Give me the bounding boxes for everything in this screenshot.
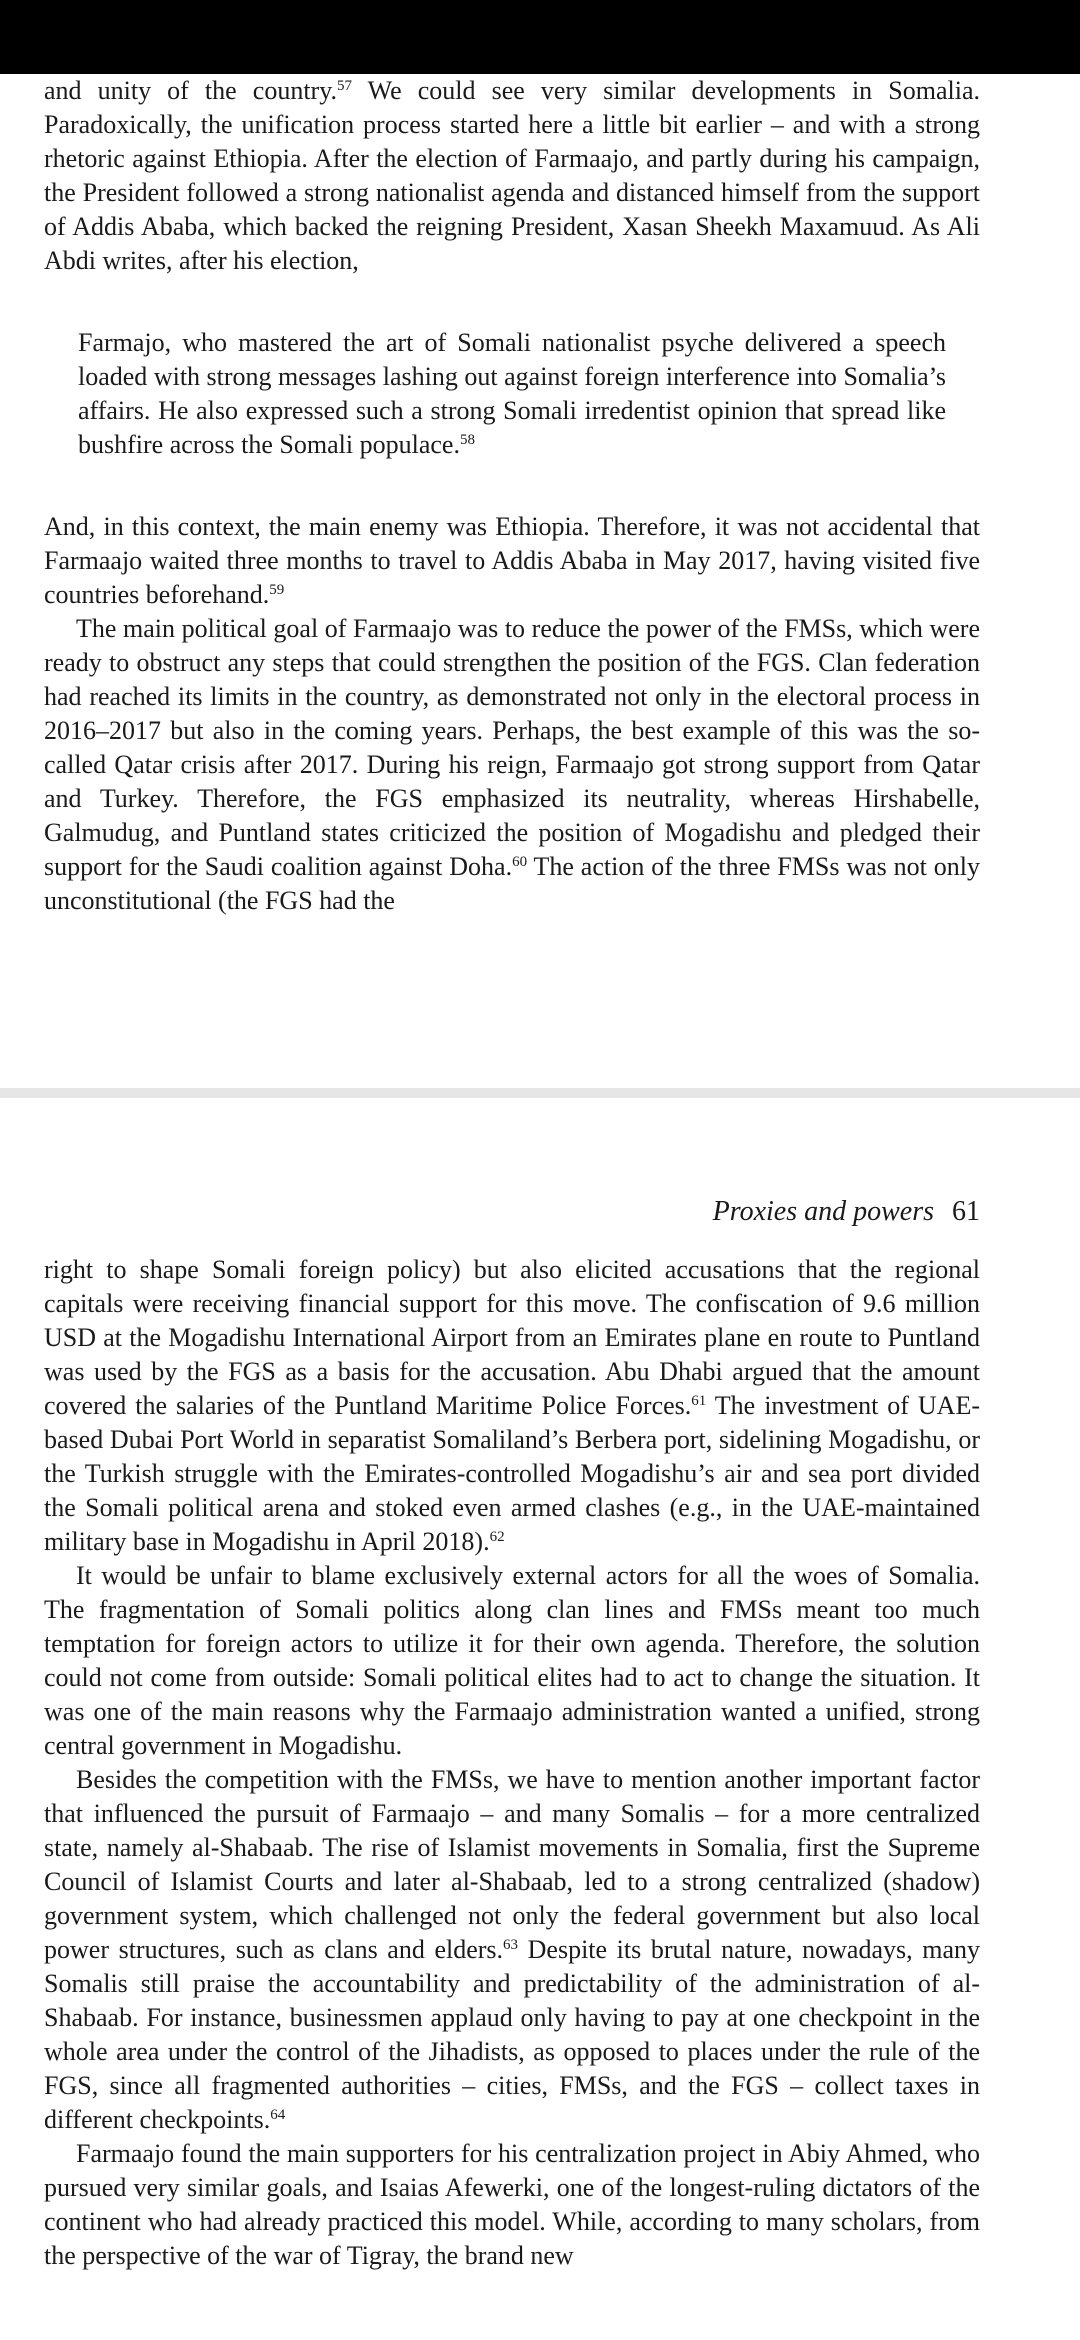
paragraph	[44, 1763, 980, 2137]
footnote-ref[interactable]: 58	[459, 432, 475, 448]
page-number: 61	[952, 1196, 980, 1227]
footnote-ref[interactable]: 63	[503, 1937, 519, 1953]
text: The action of the three FMSs was not only unconstitutional (the FGS had the	[44, 852, 980, 915]
footnote-ref[interactable]: 64	[270, 2107, 286, 2123]
page-60-continued	[44, 74, 980, 918]
page-61	[44, 1195, 980, 2273]
status-bar	[0, 0, 1080, 74]
paragraph	[44, 510, 980, 612]
text: The main political goal of Farmaajo was to reduce the power of the FMSs, which were ready to obstruct any steps that could strengthen the position of the FGS. Clan federation had reached its limits in the country, as demonstrated not only in the electoral process in 2016–2017 but also in the coming years. Perhaps, the best example of this was the so-called Qatar crisis after 2017. During his reign, Farmaajo got strong support from Qatar and Turkey. Therefore, the FGS emphasized its neutrality, whereas Hirshabelle, Galmudug, and Puntland states criticized the position of Mogadishu and pledged their support for the Saudi coalition against Doha.	[44, 614, 980, 881]
footnote-ref[interactable]: 60	[512, 854, 528, 870]
text: It would be unfair to blame exclusively external actors for all the woes of Somalia. The fragmentation of Somali politics along clan lines and FMSs meant too much temptation for foreign actors to utilize it for their own agenda. Therefore, the solution could not come from outside: Somali political elites had to act to change the situation. It was one of the main reasons why the Farmaajo administration wanted a unified, strong central government in Mogadishu.	[44, 1561, 980, 1760]
text: Besides the competition with the FMSs, we have to mention another important factor that influenced the pursuit of Farmaajo – and many Somalis – for a more centralized state, namely al-Shabaab. The rise of Islamist movements in Somalia, first the Supreme Council of Islamist Courts and later al-Shabaab, led to a strong centralized (shadow) government system, which challenged not only the federal government but also local power structures, such as clans and elders.	[44, 1765, 980, 1964]
text: The investment of UAE-based Dubai Port World in separatist Somaliland’s Berbera port, sidelining Mogadishu, or the Turkish struggle with the Emirates-controlled Mogadishu’s air and sea port divided the Somali political arena and stoked even armed clashes (e.g., in the UAE-maintained military base in Mogadishu in April 2018).	[44, 1391, 980, 1556]
paragraph	[44, 2137, 980, 2273]
text: We could see very similar developments in Somalia. Paradoxically, the unification process started here a little bit earlier – and with a strong rhetoric against Ethiopia. After the election of Farmaajo, and partly during his campaign, the President followed a strong nationalist agenda and distanced himself from the support of Addis Ababa, which backed the reigning President, Xasan Sheekh Maxamuud. As Ali Abdi writes, after his election,	[44, 76, 980, 275]
footnote-ref[interactable]: 62	[489, 1529, 505, 1545]
page-divider	[0, 1088, 1080, 1098]
text: Farmajo, who mastered the art of Somali nationalist psyche delivered a speech loaded with strong messages lashing out against foreign interference into Somalia’s affairs. He also expressed such a strong Somali irredentist opinion that spread like bushfire across the Somali populace.	[78, 328, 946, 459]
text: Despite its brutal nature, nowadays, many Somalis still praise the accountability and predictability of the administration of al-Shabaab. For instance, businessmen applaud only having to pay at one checkpoint in the whole area under the control of the Jihadists, as opposed to places under the rule of the FGS, since all fragmented authorities – cities, FMSs, and the FGS – collect taxes in different checkpoints.	[44, 1935, 980, 2134]
paragraph	[44, 612, 980, 918]
running-title: Proxies and powers	[712, 1196, 934, 1227]
footnote-ref[interactable]: 59	[269, 582, 285, 598]
paragraph	[44, 74, 980, 278]
paragraph	[44, 1253, 980, 1559]
paragraph	[44, 1559, 980, 1763]
text: Farmaajo found the main supporters for his centralization project in Abiy Ahmed, who pursued very similar goals, and Isaias Afewerki, one of the longest-ruling dictators of the continent who had already practiced this model. While, according to many scholars, from the perspective of the war of Tigray, the brand new	[44, 2139, 980, 2270]
text: And, in this context, the main enemy was Ethiopia. Therefore, it was not accidental that Farmaajo waited three months to travel to Addis Ababa in May 2017, having visited five countries beforehand.	[44, 512, 980, 609]
footnote-ref[interactable]: 61	[691, 1393, 707, 1409]
footnote-ref[interactable]: 57	[337, 78, 353, 94]
running-header	[44, 1195, 980, 1229]
text: right to shape Somali foreign policy) but also elicited accusations that the regional capitals were receiving financial support for this move. The confiscation of 9.6 million USD at the Mogadishu International Airport from an Emirates plane en route to Puntland was used by the FGS as a basis for the accusation. Abu Dhabi argued that the amount covered the salaries of the Puntland Maritime Police Forces.	[44, 1255, 980, 1420]
block-quote	[78, 326, 946, 462]
text: and unity of the country.	[44, 76, 338, 105]
